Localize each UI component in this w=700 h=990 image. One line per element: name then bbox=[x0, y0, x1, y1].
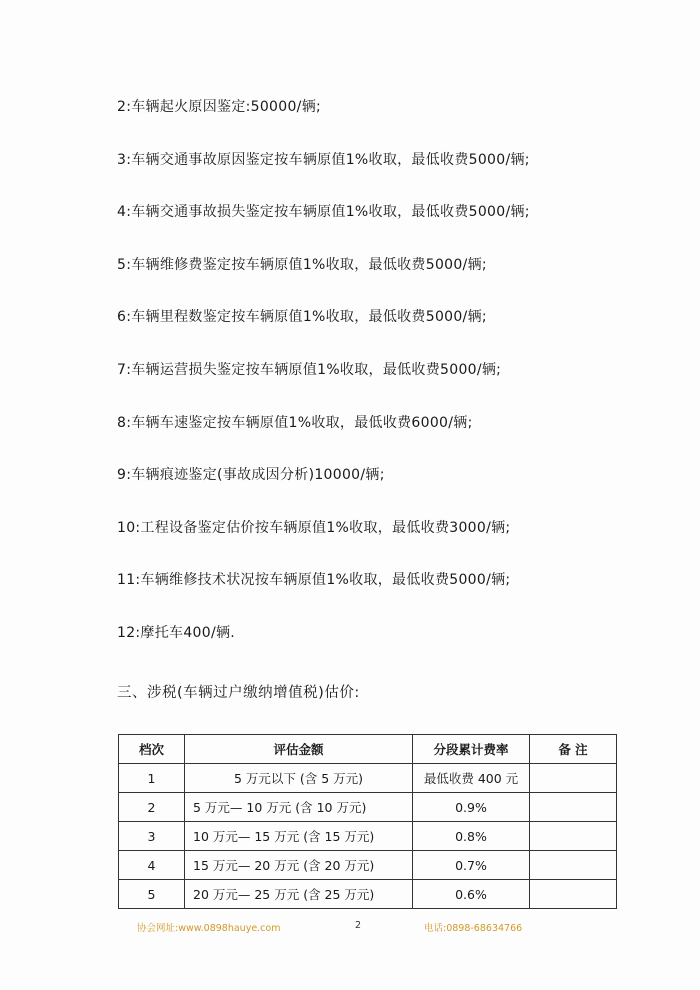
table-row bbox=[119, 764, 617, 793]
fee-item: 7:车辆运营损失鉴定按车辆原值1%收取，最低收费5000/辆; bbox=[117, 361, 502, 378]
cell-grade: 3 bbox=[119, 822, 185, 851]
table-header-row bbox=[119, 735, 617, 764]
header-remarks: 备 注 bbox=[530, 735, 617, 764]
cell-amount: 5 万元以下 (含 5 万元) bbox=[185, 764, 413, 793]
fee-item: 2:车辆起火原因鉴定:50000/辆; bbox=[117, 99, 322, 115]
section-title: 三、涉税(车辆过户缴纳增值税)估价: bbox=[117, 685, 360, 701]
fee-item: 8:车辆车速鉴定按车辆原值1%收取，最低收费6000/辆; bbox=[117, 414, 473, 431]
header-grade: 档次 bbox=[119, 735, 185, 764]
fee-rate-table bbox=[118, 734, 617, 909]
footer-page-number: 2 bbox=[355, 920, 362, 931]
cell-grade: 4 bbox=[119, 851, 185, 880]
fee-item: 12:摩托车400/辆. bbox=[117, 624, 236, 641]
cell-remarks bbox=[530, 793, 617, 822]
cell-grade: 2 bbox=[119, 793, 185, 822]
fee-item: 6:车辆里程数鉴定按车辆原值1%收取，最低收费5000/辆; bbox=[117, 309, 487, 326]
cell-remarks bbox=[530, 822, 617, 851]
cell-amount: 20 万元— 25 万元 (含 25 万元) bbox=[185, 880, 413, 909]
table-row bbox=[119, 880, 617, 909]
cell-amount: 10 万元— 15 万元 (含 15 万元) bbox=[185, 822, 413, 851]
header-amount: 评估金额 bbox=[185, 735, 413, 764]
cell-grade: 5 bbox=[119, 880, 185, 909]
cell-rate: 最低收费 400 元 bbox=[413, 764, 530, 793]
cell-rate: 0.8% bbox=[413, 822, 530, 851]
fee-item: 5:车辆维修费鉴定按车辆原值1%收取，最低收费5000/辆; bbox=[117, 256, 487, 273]
cell-rate: 0.9% bbox=[413, 793, 530, 822]
cell-remarks bbox=[530, 880, 617, 909]
footer-website: 协会网址:www.0898hauye.com bbox=[137, 923, 281, 934]
fee-item: 4:车辆交通事故损失鉴定按车辆原值1%收取，最低收费5000/辆; bbox=[117, 204, 530, 221]
cell-amount: 15 万元— 20 万元 (含 20 万元) bbox=[185, 851, 413, 880]
cell-remarks bbox=[530, 851, 617, 880]
cell-rate: 0.7% bbox=[413, 851, 530, 880]
cell-rate: 0.6% bbox=[413, 880, 530, 909]
fee-item: 3:车辆交通事故原因鉴定按车辆原值1%收取，最低收费5000/辆; bbox=[117, 151, 530, 168]
fee-item: 10:工程设备鉴定估价按车辆原值1%收取，最低收费3000/辆; bbox=[117, 519, 511, 536]
table-row bbox=[119, 822, 617, 851]
footer-phone: 电话:0898-68634766 bbox=[424, 923, 523, 934]
cell-remarks bbox=[530, 764, 617, 793]
table-row bbox=[119, 851, 617, 880]
cell-grade: 1 bbox=[119, 764, 185, 793]
fee-item: 9:车辆痕迹鉴定(事故成因分析)10000/辆; bbox=[117, 467, 385, 484]
cell-amount: 5 万元— 10 万元 (含 10 万元) bbox=[185, 793, 413, 822]
fee-item-list bbox=[117, 95, 637, 674]
fee-item: 11:车辆维修技术状况按车辆原值1%收取，最低收费5000/辆; bbox=[117, 572, 511, 589]
header-rate: 分段累计费率 bbox=[413, 735, 530, 764]
table-row bbox=[119, 793, 617, 822]
